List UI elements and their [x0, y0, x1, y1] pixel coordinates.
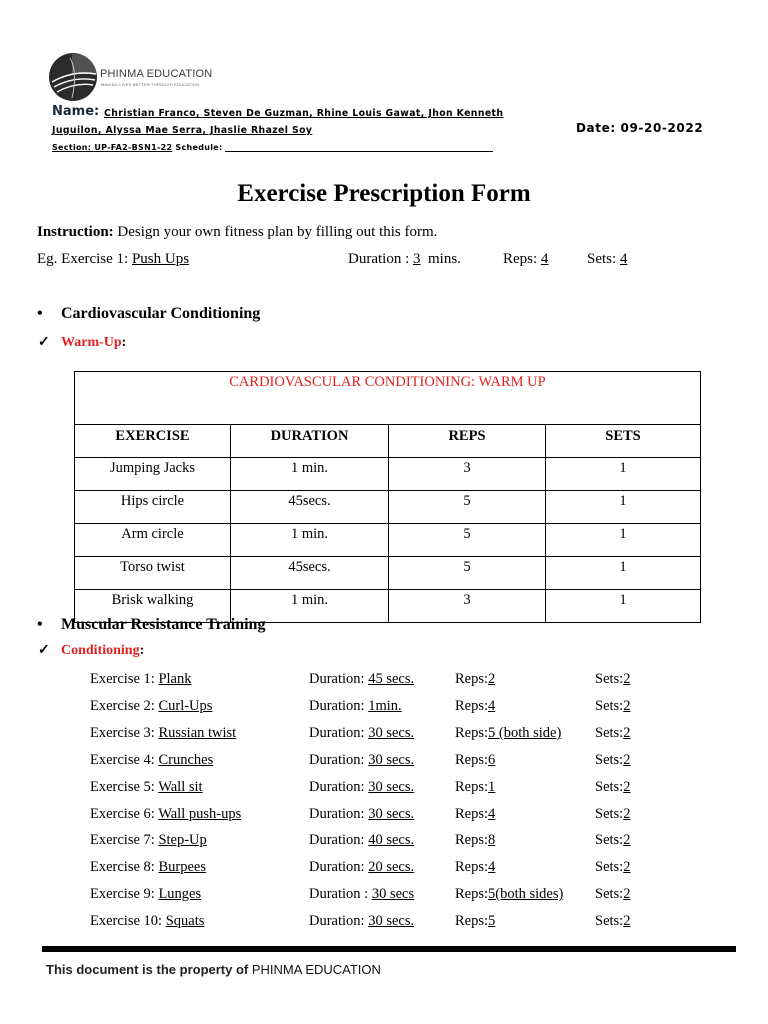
- duration-value: 30 secs.: [368, 913, 415, 930]
- conditioning-text: Conditioning: [61, 643, 140, 658]
- name-label: Name:: [52, 104, 100, 119]
- sets-value: 2: [623, 832, 631, 849]
- cell-exercise: Hips circle: [75, 491, 231, 524]
- example-reps-label: Reps:: [503, 251, 538, 267]
- list-item: [595, 671, 630, 688]
- conditioning-label: [61, 643, 144, 659]
- reps-value: 2: [488, 671, 496, 687]
- exercise-name: Curl-Ups: [158, 697, 213, 714]
- duration-label: Duration:: [309, 671, 365, 687]
- sets-label: Sets:: [595, 751, 624, 768]
- reps-label: Reps:: [455, 671, 489, 687]
- exercise-label: Exercise 10:: [90, 913, 163, 930]
- reps-value: 4: [488, 859, 496, 876]
- col-reps: REPS: [389, 425, 546, 458]
- col-duration: DURATION: [231, 425, 389, 458]
- example-sets: [587, 251, 627, 268]
- example-duration-label: Duration :: [348, 251, 410, 267]
- list-item: [455, 913, 495, 930]
- reps-label: Reps:: [455, 697, 489, 714]
- duration-label: Duration:: [309, 751, 365, 768]
- col-exercise: EXERCISE: [75, 425, 231, 458]
- cell-sets: 1: [546, 557, 701, 590]
- example-label-text: Eg. Exercise 1:: [37, 251, 129, 267]
- exercise-name: Wall sit: [158, 778, 203, 795]
- reps-label: Reps:: [455, 778, 489, 795]
- reps-label: Reps:: [455, 859, 489, 876]
- reps-value: 4: [488, 697, 496, 714]
- duration-label: Duration:: [309, 859, 365, 876]
- exercise-name: Wall push-ups: [158, 805, 242, 822]
- check-icon: ✓: [38, 335, 50, 350]
- sets-value: 2: [623, 859, 631, 876]
- duration-value: 30 secs.: [368, 778, 415, 795]
- example-exercise: Push Ups: [131, 251, 190, 267]
- cell-exercise: Torso twist: [75, 557, 231, 590]
- warmup-label: [61, 335, 126, 351]
- reps-label: Reps:: [455, 832, 489, 849]
- instruction-label: Instruction:: [37, 224, 114, 240]
- table-header-row: [75, 425, 701, 458]
- reps-value: 6: [488, 751, 496, 768]
- exercise-label: Exercise 1:: [90, 671, 155, 687]
- sets-label: Sets:: [595, 886, 624, 903]
- reps-label: Reps:: [455, 913, 489, 930]
- reps-value: 5: [488, 913, 496, 930]
- duration-label: Duration :: [309, 886, 369, 903]
- reps-label: Reps:: [455, 724, 489, 741]
- date: Date: 09-20-2022: [576, 121, 704, 135]
- names-line-2: Juguilon, Alyssa Mae Serra, Jhaslie Rhazel Soy: [52, 125, 313, 136]
- example-sets-label: Sets:: [587, 251, 617, 267]
- exercise-name: Lunges: [158, 886, 202, 903]
- list-item: [455, 886, 563, 903]
- exercise-label: Exercise 7:: [90, 832, 155, 849]
- list-item: [455, 752, 495, 769]
- list-item: [309, 752, 414, 769]
- example-duration: [348, 251, 461, 268]
- exercise-label: Exercise 4:: [90, 751, 155, 768]
- list-item: [595, 886, 630, 903]
- list-item: [595, 779, 630, 796]
- duration-value: 30 secs: [371, 886, 415, 903]
- schedule-blank: [225, 142, 493, 152]
- list-item: [309, 859, 414, 876]
- cell-sets: 1: [546, 524, 701, 557]
- exercise-label: Exercise 6:: [90, 805, 155, 822]
- list-item: [90, 913, 204, 930]
- example-label: [37, 251, 189, 268]
- duration-value: 20 secs.: [368, 859, 415, 876]
- footer-prefix: This document is the property of: [46, 962, 249, 977]
- cell-duration: 1 min.: [231, 524, 389, 557]
- exercise-name: Crunches: [158, 751, 214, 768]
- table-row: [75, 524, 701, 557]
- sets-value: 2: [623, 886, 631, 903]
- list-item: [90, 752, 213, 769]
- list-item: [309, 806, 414, 823]
- list-item: [595, 806, 630, 823]
- cell-duration: 1 min.: [231, 590, 389, 623]
- list-item: [455, 671, 495, 688]
- duration-label: Duration:: [309, 913, 365, 930]
- list-item: [455, 779, 495, 796]
- muscular-bullet: •: [37, 616, 43, 633]
- warmup-text: Warm-Up: [61, 335, 122, 350]
- reps-label: Reps:: [455, 805, 489, 822]
- sets-label: Sets:: [595, 913, 624, 930]
- duration-label: Duration:: [309, 805, 365, 822]
- logo-name: PHINMA EDUCATION: [100, 68, 213, 80]
- instruction-text: Design your own fitness plan by filling out this form.: [117, 224, 438, 240]
- reps-value: 1: [488, 778, 496, 795]
- sets-label: Sets:: [595, 671, 624, 687]
- duration-value: 30 secs.: [368, 751, 415, 768]
- list-item: [309, 832, 414, 849]
- cell-sets: 1: [546, 491, 701, 524]
- reps-value: 8: [488, 832, 496, 849]
- list-item: [90, 886, 201, 903]
- list-item: [455, 806, 495, 823]
- schedule-label: Schedule:: [175, 143, 223, 152]
- list-item: [309, 886, 414, 903]
- sets-label: Sets:: [595, 724, 624, 741]
- example-reps: [503, 251, 548, 268]
- sets-label: Sets:: [595, 859, 624, 876]
- duration-value: 45 secs.: [368, 671, 415, 687]
- sets-label: Sets:: [595, 697, 624, 714]
- list-item: [90, 698, 212, 715]
- cell-duration: 1 min.: [231, 458, 389, 491]
- exercise-name: Burpees: [158, 859, 206, 876]
- list-item: [309, 779, 414, 796]
- list-item: [309, 725, 414, 742]
- col-sets: SETS: [546, 425, 701, 458]
- sets-value: 2: [623, 751, 631, 768]
- exercise-name: Step-Up: [158, 832, 207, 849]
- list-item: [90, 832, 207, 849]
- names-line-1: Christian Franco, Steven De Guzman, Rhine Louis Gawat, Jhon Kenneth: [104, 108, 504, 119]
- list-item: [455, 832, 495, 849]
- list-item: [90, 725, 236, 742]
- table-title: CARDIOVASCULAR CONDITIONING: WARM UP: [75, 372, 701, 425]
- list-item: [90, 806, 241, 823]
- list-item: [455, 725, 561, 742]
- cell-sets: 1: [546, 590, 701, 623]
- duration-value: 30 secs.: [368, 724, 415, 741]
- muscular-heading: Muscular Resistance Training: [61, 616, 266, 633]
- duration-label: Duration:: [309, 778, 365, 795]
- exercise-label: Exercise 3:: [90, 724, 155, 741]
- sets-label: Sets:: [595, 805, 624, 822]
- reps-label: Reps:: [455, 886, 489, 903]
- table-row: [75, 458, 701, 491]
- list-item: [595, 752, 630, 769]
- sets-value: 2: [623, 778, 631, 795]
- list-item: [309, 671, 414, 688]
- reps-value: 5(both sides): [488, 886, 564, 903]
- exercise-label: Exercise 5:: [90, 778, 155, 795]
- table-row: [75, 491, 701, 524]
- sets-value: 2: [623, 671, 631, 687]
- duration-value: 30 secs.: [368, 805, 415, 822]
- cell-reps: 5: [389, 524, 546, 557]
- section-row: [52, 142, 493, 152]
- cell-reps: 3: [389, 458, 546, 491]
- sets-label: Sets:: [595, 778, 624, 795]
- duration-value: 40 secs.: [368, 832, 415, 849]
- sets-value: 2: [623, 697, 631, 714]
- exercise-name: Russian twist: [158, 724, 237, 741]
- page-title: Exercise Prescription Form: [237, 180, 531, 207]
- sets-label: Sets:: [595, 832, 624, 849]
- cell-duration: 45secs.: [231, 557, 389, 590]
- cell-exercise: Jumping Jacks: [75, 458, 231, 491]
- table-caption-row: [75, 372, 701, 425]
- footer-owner: PHINMA EDUCATION: [251, 962, 381, 977]
- cell-duration: 45secs.: [231, 491, 389, 524]
- cell-sets: 1: [546, 458, 701, 491]
- section-label: Section: UP-FA2-BSN1-22: [52, 143, 173, 152]
- instruction: [37, 224, 437, 241]
- list-item: [595, 698, 630, 715]
- sets-value: 2: [623, 913, 631, 930]
- cell-reps: 5: [389, 557, 546, 590]
- cell-exercise: Brisk walking: [75, 590, 231, 623]
- reps-value: 4: [488, 805, 496, 822]
- table-row: [75, 557, 701, 590]
- list-item: [309, 913, 414, 930]
- duration-label: Duration:: [309, 697, 365, 714]
- check-icon: ✓: [38, 643, 50, 658]
- list-item: [595, 832, 630, 849]
- duration-value: 1min.: [368, 697, 402, 714]
- list-item: [595, 859, 630, 876]
- list-item: [455, 859, 495, 876]
- example-duration-unit: mins.: [428, 251, 461, 267]
- list-item: [90, 859, 206, 876]
- reps-value: 5 (both side): [488, 724, 562, 741]
- example-sets-value: 4: [619, 251, 628, 267]
- duration-label: Duration:: [309, 832, 365, 849]
- phinma-logo-icon: [48, 52, 98, 102]
- exercise-label: Exercise 8:: [90, 859, 155, 876]
- cardio-heading: Cardiovascular Conditioning: [61, 305, 261, 322]
- warmup-colon: :: [121, 335, 127, 350]
- sets-value: 2: [623, 805, 631, 822]
- cell-reps: 3: [389, 590, 546, 623]
- list-item: [90, 779, 203, 796]
- exercise-label: Exercise 9:: [90, 886, 155, 903]
- cell-exercise: Arm circle: [75, 524, 231, 557]
- reps-label: Reps:: [455, 751, 489, 768]
- exercise-name: Plank: [158, 671, 192, 687]
- example-duration-value: 3: [413, 251, 421, 267]
- list-item: [309, 698, 402, 715]
- sets-value: 2: [623, 724, 631, 741]
- list-item: [595, 725, 630, 742]
- footer: [46, 962, 381, 977]
- list-item: [455, 698, 495, 715]
- cell-reps: 5: [389, 491, 546, 524]
- list-item: [90, 671, 191, 688]
- warmup-table: [74, 371, 701, 623]
- duration-label: Duration:: [309, 724, 365, 741]
- exercise-name: Squats: [165, 913, 205, 930]
- example-reps-value: 4: [540, 251, 549, 267]
- exercise-label: Exercise 2:: [90, 697, 155, 714]
- logo-tagline: MAKING LIVES BETTER THROUGH EDUCATION: [101, 82, 200, 87]
- footer-rule: [42, 946, 736, 952]
- list-item: [595, 913, 630, 930]
- conditioning-colon: :: [139, 643, 145, 658]
- cardio-bullet: •: [37, 305, 43, 322]
